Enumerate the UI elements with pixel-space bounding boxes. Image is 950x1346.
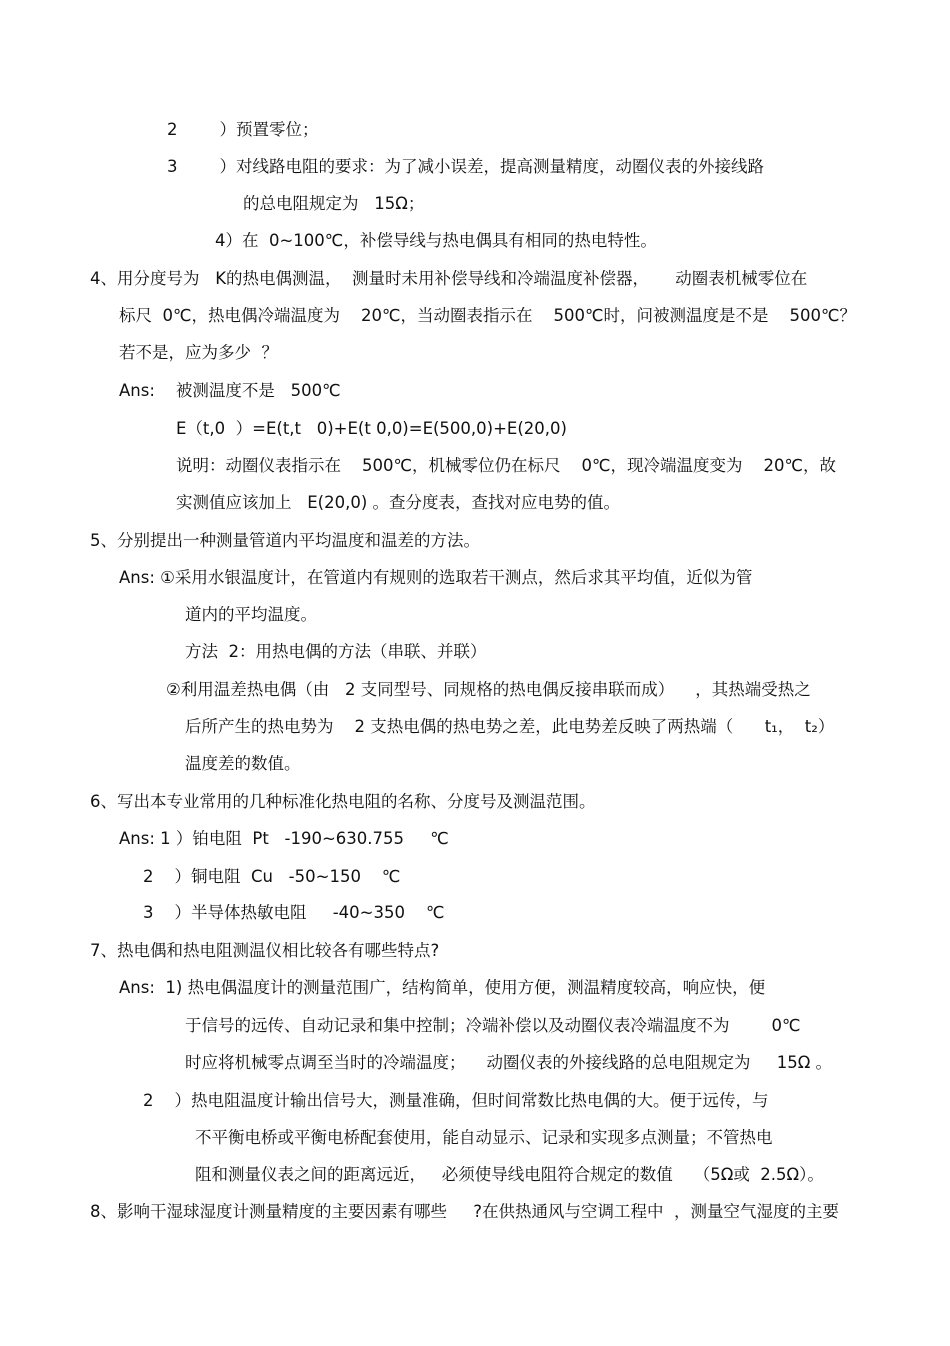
answer-line: Ans: ①采用水银温度计，在管道内有规则的选取若干测点，然后求其平均值，近似为管: [119, 568, 753, 587]
formula-line: E（t,0 ）=E(t,t 0)+E(t 0,0)=E(500,0)+E(20,0): [176, 419, 567, 438]
text-line: 3 ）半导体热敏电阻 -40~350 ℃: [143, 903, 445, 922]
text-line: 方法 2：用热电偶的方法（串联、并联）: [185, 642, 487, 661]
text-line: 若不是，应为多少 ？: [119, 343, 278, 362]
question-heading: 5、分别提出一种测量管道内平均温度和温差的方法。: [90, 531, 480, 550]
text-line: 4）在 0~100℃，补偿导线与热电偶具有相同的热电特性。: [215, 231, 657, 250]
text-line: 2 ）铜电阻 Cu -50~150 ℃: [143, 867, 401, 886]
text-line: 于信号的远传、自动记录和集中控制；冷端补偿以及动圈仪表冷端温度不为 0℃: [185, 1016, 801, 1035]
text-line: 不平衡电桥或平衡电桥配套使用，能自动显示、记录和实现多点测量；不管热电: [195, 1128, 773, 1147]
text-line: 实测值应该加上 E(20,0) 。查分度表，查找对应电势的值。: [176, 493, 621, 512]
text-line: 2 ）热电阻温度计输出信号大，测量准确，但时间常数比热电偶的大。便于远传，与: [143, 1091, 769, 1110]
question-heading: 6、写出本专业常用的几种标准化热电阻的名称、分度号及测温范围。: [90, 792, 596, 811]
question-heading: 7、热电偶和热电阻测温仪相比较各有哪些特点?: [90, 941, 440, 960]
answer-line: Ans: 1 ）铂电阻 Pt -190~630.755 ℃: [119, 829, 449, 848]
text-line: 说明：动圈仪表指示在 500℃，机械零位仍在标尺 0℃，现冷端温度变为 20℃，故: [176, 456, 837, 475]
text-line: 2 ）预置零位；: [167, 120, 319, 139]
question-heading: 8、影响干湿球湿度计测量精度的主要因素有哪些 ?在供热通风与空调工程中 ，测量空气湿度的主要: [90, 1202, 839, 1221]
text-line: 阻和测量仪表之间的距离远近， 必须使导线电阻符合规定的数值 （5Ω或 2.5Ω）。: [195, 1165, 824, 1184]
text-line: 时应将机械零点调至当时的冷端温度； 动圈仪表的外接线路的总电阻规定为 15Ω 。: [185, 1053, 833, 1072]
text-line: 后所产生的热电势为 2 支热电偶的热电势之差，此电势差反映了两热端（ t₁， t₂）: [185, 717, 835, 736]
question-heading: 4、用分度号为 K的热电偶测温， 测量时未用补偿导线和冷端温度补偿器， 动圈表机械零位在: [90, 269, 808, 288]
answer-line: Ans: 被测温度不是 500℃: [119, 381, 341, 400]
text-line: 3 ）对线路电阻的要求：为了减小误差，提高测量精度，动圈仪表的外接线路: [167, 157, 764, 176]
text-line: 道内的平均温度。: [185, 605, 317, 624]
answer-line: Ans: 1) 热电偶温度计的测量范围广，结构简单，使用方便，测温精度较高，响应快，便: [119, 978, 766, 997]
text-line: 温度差的数值。: [185, 754, 301, 773]
text-line: 标尺 0℃，热电偶冷端温度为 20℃，当动圈表指示在 500℃时，问被测温度是不是 500℃？: [119, 306, 857, 325]
text-line: ②利用温差热电偶（由 2 支同型号、同规格的热电偶反接串联而成） ，其热端受热之: [166, 680, 811, 699]
text-line: 的总电阻规定为 15Ω；: [243, 194, 425, 213]
